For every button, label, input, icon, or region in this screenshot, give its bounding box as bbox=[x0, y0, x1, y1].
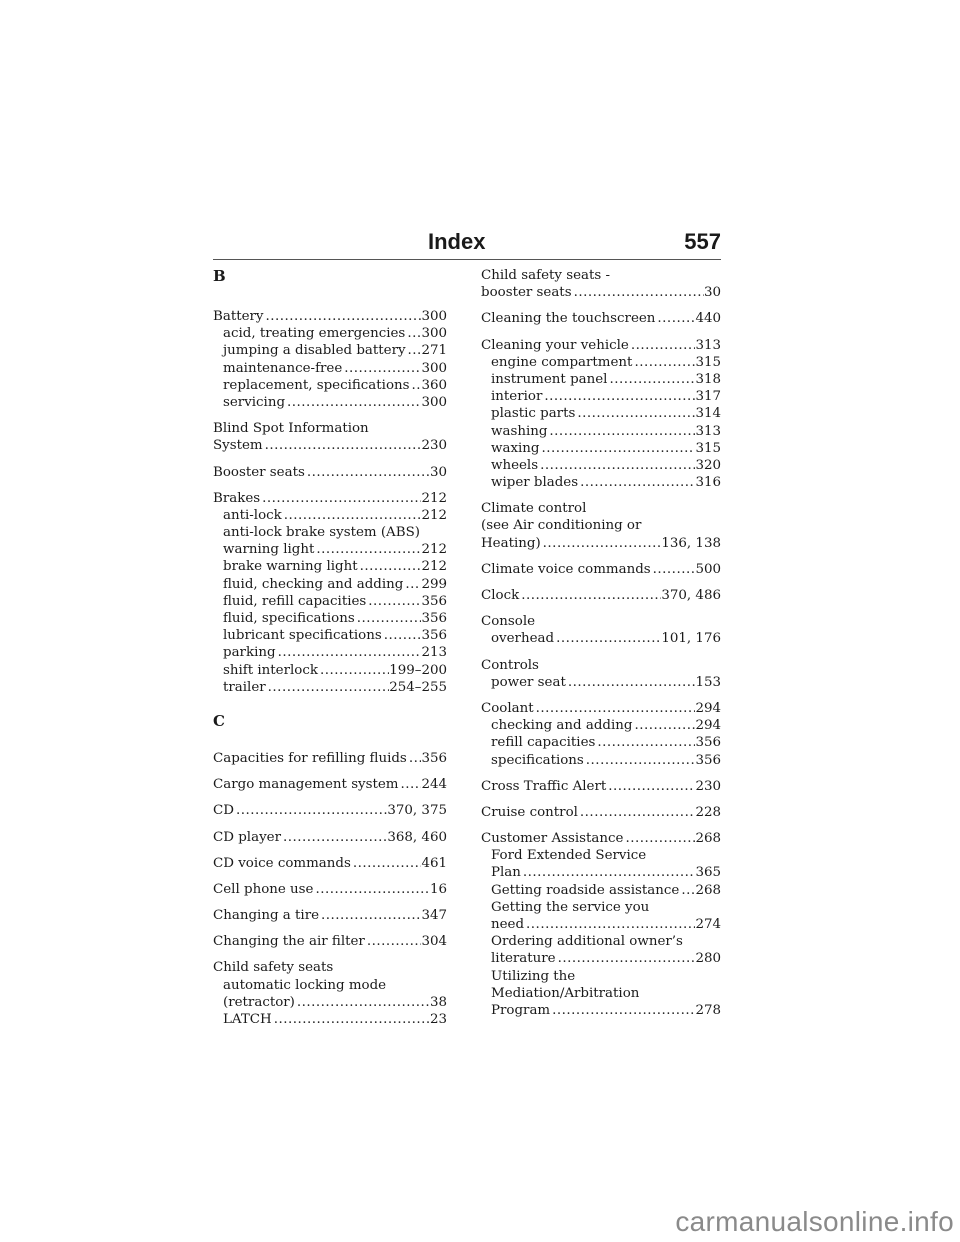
index-entry-cruise-control[interactable]: Cruise control ..... 228 bbox=[481, 804, 721, 821]
index-entry[interactable]: Changing a tire ..... 347 bbox=[213, 907, 447, 924]
index-entry[interactable]: Changing the air filter ..... 304 bbox=[213, 933, 447, 950]
index-entry-clock[interactable]: Clock ..... 370, 486 bbox=[481, 587, 721, 604]
index-subentry[interactable]: anti-lock ..... 212 bbox=[213, 507, 447, 524]
index-entry[interactable]: CD player ..... 368, 460 bbox=[213, 829, 447, 846]
index-subentry-line: anti-lock brake system (ABS) bbox=[223, 525, 420, 541]
index-subentry[interactable]: refill capacities ..... 356 bbox=[481, 734, 721, 751]
index-subentry[interactable]: fluid, refill capacities ..... 356 bbox=[213, 593, 447, 610]
index-subentry[interactable]: shift interlock ..... 199–200 bbox=[213, 662, 447, 679]
index-entry-touchscreen[interactable]: Cleaning the touchscreen ..... 440 bbox=[481, 310, 721, 327]
index-subentry[interactable]: brake warning light ..... 212 bbox=[213, 558, 447, 575]
index-subentry[interactable]: Getting roadside assistance ..... 268 bbox=[481, 882, 721, 899]
index-entry-cross-traffic[interactable]: Cross Traffic Alert ..... 230 bbox=[481, 778, 721, 795]
index-subentry[interactable]: waxing ..... 315 bbox=[481, 440, 721, 457]
index-entry-battery[interactable]: Battery ..... 300 bbox=[213, 308, 447, 325]
index-subentry[interactable]: literature ..... 280 bbox=[481, 950, 721, 967]
index-entry-controls[interactable]: Controls bbox=[481, 657, 539, 673]
index-subentry[interactable]: wiper blades ..... 316 bbox=[481, 474, 721, 491]
index-entry-climate-voice[interactable]: Climate voice commands ..... 500 bbox=[481, 561, 721, 578]
index-entry[interactable]: Cargo management system ..... 244 bbox=[213, 776, 447, 793]
index-subentry[interactable]: fluid, specifications ..... 356 bbox=[213, 610, 447, 627]
index-subentry[interactable]: jumping a disabled battery ..... 271 bbox=[213, 342, 447, 359]
section-letter-c: C bbox=[213, 711, 225, 730]
index-entry-child-booster[interactable]: booster seats ..... 30 bbox=[481, 284, 721, 301]
index-subentry[interactable]: Plan ..... 365 bbox=[481, 864, 721, 881]
index-subentry[interactable]: plastic parts ..... 314 bbox=[481, 405, 721, 422]
index-subentry-line: automatic locking mode bbox=[223, 977, 387, 993]
index-entry-booster-seats[interactable]: Booster seats ..... 30 bbox=[213, 464, 447, 481]
page-header bbox=[213, 229, 721, 260]
page-title: Index bbox=[428, 229, 486, 254]
index-entry-line: Child safety seats - bbox=[481, 268, 611, 283]
index-subentry[interactable]: parking ..... 213 bbox=[213, 644, 447, 661]
index-subentry[interactable]: LATCH ..... 23 bbox=[213, 1011, 447, 1028]
watermark: carmanualsonline.info bbox=[675, 1206, 954, 1237]
index-entry[interactable]: CD ..... 370, 375 bbox=[213, 802, 447, 819]
index-entry-climate-control[interactable]: Heating) ..... 136, 138 bbox=[481, 535, 721, 552]
index-column-left bbox=[213, 267, 447, 1028]
index-subentry-line: Getting the service you bbox=[491, 899, 650, 915]
index-subentry[interactable]: power seat ..... 153 bbox=[481, 674, 721, 691]
index-entry-blind-spot[interactable]: System ..... 230 bbox=[213, 437, 447, 454]
index-subentry[interactable]: overhead ..... 101, 176 bbox=[481, 630, 721, 647]
section-letter-b: B bbox=[213, 267, 226, 285]
page-number: 557 bbox=[684, 229, 721, 254]
index-subentry[interactable]: trailer ..... 254–255 bbox=[213, 679, 447, 696]
index-column-right bbox=[481, 267, 721, 1019]
index-subentry[interactable]: warning light ..... 212 bbox=[213, 541, 447, 558]
index-entry-coolant[interactable]: Coolant ..... 294 bbox=[481, 700, 721, 717]
index-subentry[interactable]: engine compartment ..... 315 bbox=[481, 354, 721, 371]
index-entry-brakes[interactable]: Brakes ..... 212 bbox=[213, 490, 447, 507]
index-subentry-line: Ford Extended Service bbox=[491, 848, 647, 864]
index-subentry[interactable]: wheels ..... 320 bbox=[481, 457, 721, 474]
index-subentry[interactable]: need ..... 274 bbox=[481, 916, 721, 933]
index-subentry[interactable]: lubricant specifications ..... 356 bbox=[213, 627, 447, 644]
index-subentry[interactable]: interior ..... 317 bbox=[481, 388, 721, 405]
index-subentry-line: Utilizing the bbox=[491, 968, 576, 984]
index-subentry[interactable]: Program ..... 278 bbox=[481, 1002, 721, 1019]
index-entry-customer-assistance[interactable]: Customer Assistance ..... 268 bbox=[481, 830, 721, 847]
index-subentry[interactable]: servicing ..... 300 bbox=[213, 394, 447, 411]
index-entry-child-safety-seats[interactable]: Child safety seats bbox=[213, 960, 334, 976]
index-subentry[interactable]: specifications ..... 356 bbox=[481, 752, 721, 769]
index-subentry[interactable]: checking and adding ..... 294 bbox=[481, 717, 721, 734]
index-entry-blind-spot-line: Blind Spot Information bbox=[213, 421, 369, 437]
index-subentry[interactable]: instrument panel ..... 318 bbox=[481, 371, 721, 388]
index-subentry[interactable]: maintenance-free ..... 300 bbox=[213, 360, 447, 377]
index-subentry[interactable]: fluid, checking and adding ..... 299 bbox=[213, 576, 447, 593]
index-subentry[interactable]: acid, treating emergencies ..... 300 bbox=[213, 325, 447, 342]
index-entry-line: Climate control bbox=[481, 501, 587, 517]
index-entry-console[interactable]: Console bbox=[481, 614, 536, 630]
index-subentry[interactable]: (retractor) ..... 38 bbox=[213, 994, 447, 1011]
index-entry[interactable]: Cell phone use ..... 16 bbox=[213, 881, 447, 898]
index-entry-cleaning[interactable]: Cleaning your vehicle ..... 313 bbox=[481, 337, 721, 354]
index-subentry[interactable]: replacement, specifications ..... 360 bbox=[213, 377, 447, 394]
index-subentry[interactable]: washing ..... 313 bbox=[481, 423, 721, 440]
index-subentry-line: Ordering additional owner’s bbox=[491, 934, 683, 950]
index-subentry-line: Mediation/Arbitration bbox=[491, 985, 640, 1001]
index-entry-line: (see Air conditioning or bbox=[481, 518, 642, 534]
index-entry[interactable]: Capacities for refilling fluids ..... 356 bbox=[213, 750, 447, 767]
index-entry[interactable]: CD voice commands ..... 461 bbox=[213, 855, 447, 872]
